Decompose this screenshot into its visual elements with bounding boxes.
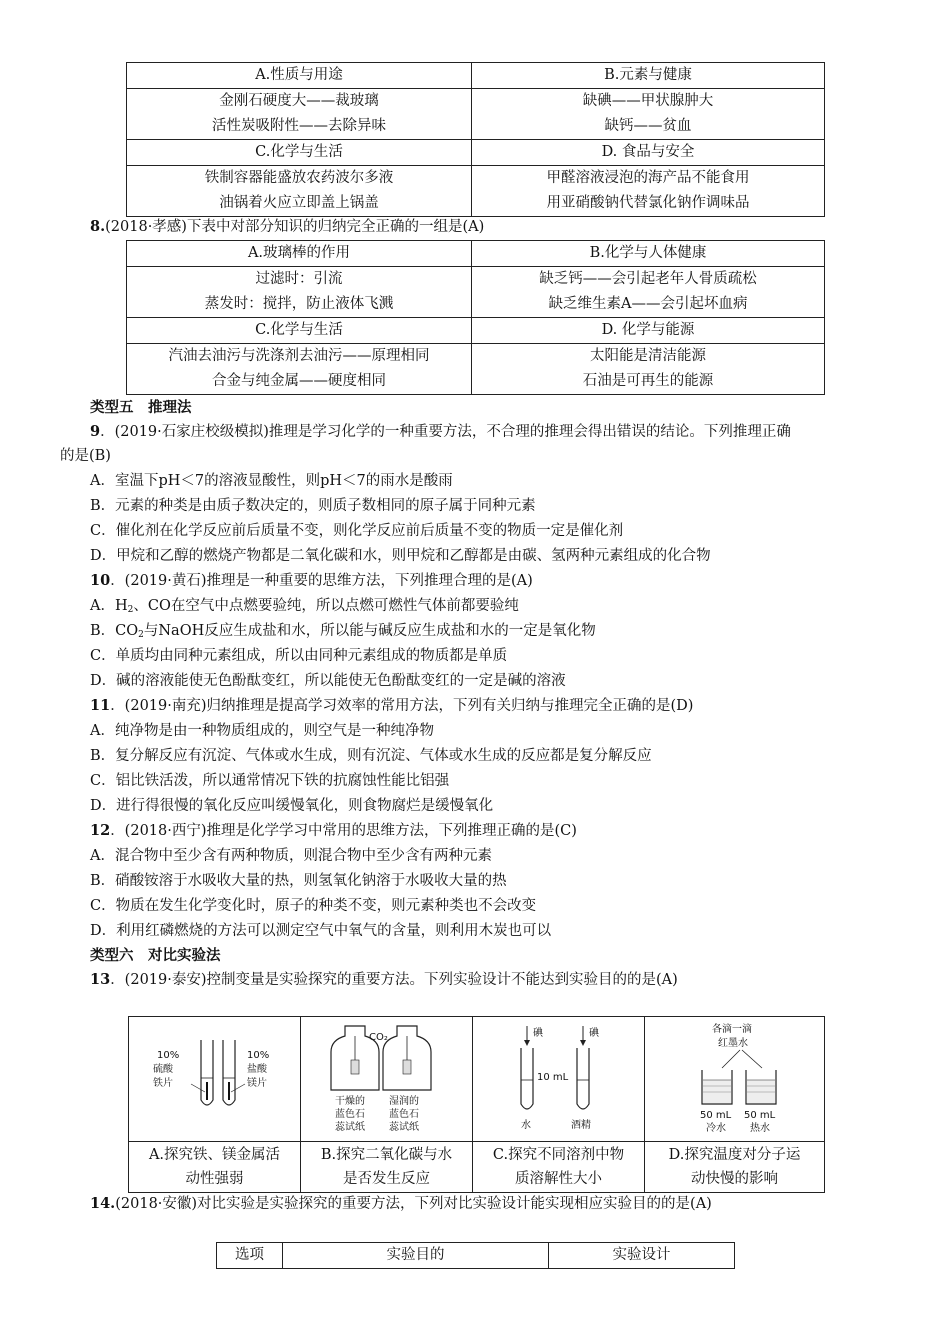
option-d: D．碱的溶液能使无色酚酞变红，所以能使无色酚酞变红的一定是碱的溶液 [90,673,566,689]
label: 10% [246,1050,269,1061]
caption-line: 动性强弱 [185,1171,244,1187]
label: 10% [156,1050,179,1061]
table-cell [472,344,825,395]
label: 镁片 [246,1078,267,1089]
cell-line: 缺碘——甲状腺肿大 [582,93,714,109]
cell-line: 蒸发时：搅拌，防止液体飞溅 [204,296,394,312]
cell-line: 缺乏钙——会引起老年人骨质疏松 [539,271,757,287]
question-text: (2018·安徽)对比实验是实验探究的重要方法，下列对比实验设计能实现相应实验目的的是(A) [115,1196,712,1212]
table-cell: B.元素与健康 [472,63,825,89]
figure-d-cell [645,1017,825,1142]
question-11 [90,694,693,718]
caption-line: 是否发生反应 [343,1171,430,1187]
question-8 [90,215,484,239]
caption-b [301,1142,473,1193]
table-cell [472,89,825,140]
label: 红墨水 [717,1038,748,1049]
question-number: 12 [90,822,111,839]
question-text: ．(2019·石家庄校级模拟)推理是学习化学的一种重要方法，不合理的推理会得出错误的结论。下列推理正确 [100,424,791,440]
test-tube-alcohol [577,1048,589,1109]
option-d: D．甲烷和乙醇的燃烧产物都是二氧化碳和水，则甲烷和乙醇都是由碳、氢两种元素组成的化合物 [90,548,711,564]
subscript: 2 [138,630,144,640]
cell-line: 合金与纯金属——硬度相同 [212,373,386,389]
figure-a-cell [129,1017,301,1142]
table-header-cell: 实验目的 [283,1243,549,1269]
gas-bottles-figure [307,1020,467,1138]
option-b: B．复分解反应有沉淀、气体或水生成，则有沉淀、气体或水生成的反应都是复分解反应 [90,748,652,764]
q8-knowledge-table [126,240,825,395]
option-text: B．CO [90,623,139,639]
label: 蕊试纸 [334,1122,365,1133]
label: 铁片 [152,1078,173,1089]
option-c: C．物质在发生化学变化时，原子的种类不变，则元素种类也不会改变 [90,898,537,914]
caption-line: D.探究温度对分子运 [668,1147,801,1163]
option-d: D．利用红磷燃烧的方法可以测定空气中氧气的含量，则利用木炭也可以 [90,923,552,939]
table-cell: D. 食品与安全 [472,140,825,166]
subscript: 2 [127,605,134,615]
litmus-paper-wet [403,1060,411,1074]
experiment-table [128,1016,825,1193]
label: CO₂ [368,1032,388,1043]
option-c: C．催化剂在化学反应前后质量不变，则化学反应前后质量不变的物质一定是催化剂 [90,523,624,539]
label: 硫酸 [152,1064,173,1075]
label: 热水 [749,1123,770,1134]
cell-line: 太阳能是清洁能源 [590,348,706,364]
label: 湿润的 [388,1096,419,1107]
pointer-line [231,1084,245,1092]
label: 水 [520,1120,531,1131]
cell-line: 甲醛溶液浸泡的海产品不能食用 [546,170,750,186]
label: 10 mL [536,1072,568,1083]
cell-line: 汽油去油污与洗涤剂去油污——原理相同 [168,348,430,364]
cell-line: 过滤时：引流 [255,271,343,287]
label: 50 mL [699,1110,731,1121]
question-text: ．(2019·南充)归纳推理是提高学习效率的常用方法，下列有关归纳与推理完全正确的是(D) [110,698,694,714]
question-13 [90,968,678,992]
option-b: B．硝酸铵溶于水吸收大量的热，则氢氧化钠溶于水吸收大量的热 [90,873,507,889]
option-b: B．元素的种类是由质子数决定的，则质子数相同的原子属于同种元素 [90,498,536,514]
question-text: ．(2019·黄石)推理是一种重要的思维方法，下列推理合理的是(A) [110,573,533,589]
caption-line: 质溶解性大小 [515,1171,602,1187]
option-text: A．H [90,598,128,614]
table-cell [127,267,472,318]
cell-line: 石油是可再生的能源 [582,373,714,389]
label: 碘 [588,1028,599,1039]
water-hot [747,1080,775,1103]
question-number: 11 [90,697,111,714]
option-a: A．纯净物是由一种物质组成的，则空气是一种纯净物 [90,723,434,739]
option-c: C．单质均由同种元素组成，所以由同种元素组成的物质都是单质 [90,648,508,664]
question-12 [90,819,577,843]
cell-line: 用亚硝酸钠代替氯化钠作调味品 [546,195,750,211]
table-cell: C.化学与生活 [127,318,472,344]
section-heading: 类型六 对比实验法 [90,947,221,964]
question-text: (2018·孝感)下表中对部分知识的归纳完全正确的一组是(A) [105,219,485,235]
question-text-cont: 的是(B) [60,448,111,464]
question-10 [90,569,533,593]
option-b [90,619,596,647]
label: 蓝色石 [334,1109,365,1120]
table-cell [472,267,825,318]
figure-b-cell [301,1017,473,1142]
test-tube-water [521,1048,533,1109]
cell-line: 金刚石硬度大——裁玻璃 [219,93,379,109]
question-text: ．(2018·西宁)推理是化学学习中常用的思维方法，下列推理正确的是(C) [110,823,577,839]
pointer-line [191,1084,205,1092]
caption-line: C.探究不同溶剂中物 [492,1147,625,1163]
table-cell: A.玻璃棒的作用 [127,241,472,267]
cell-line: 缺乏维生素A——会引起坏血病 [548,296,748,312]
q14-table-header [216,1242,735,1269]
option-d: D．进行得很慢的氧化反应叫缓慢氧化，则食物腐烂是缓慢氧化 [90,798,494,814]
table-cell [472,166,825,217]
caption-a [129,1142,301,1193]
beakers-temperature-figure [650,1020,820,1138]
table-cell: C.化学与生活 [127,140,472,166]
question-number: 13 [90,971,111,988]
q7-knowledge-table [126,62,825,217]
option-c: C．铝比铁活泼，所以通常情况下铁的抗腐蚀性能比铝强 [90,773,450,789]
label: 冷水 [705,1123,726,1134]
label: 各滴一滴 [711,1024,752,1035]
caption-line: A.探究铁、镁金属活 [148,1147,281,1163]
question-number: 14. [90,1195,116,1212]
label: 盐酸 [246,1064,267,1075]
caption-d [645,1142,825,1193]
cell-line: 缺钙——贫血 [604,118,692,134]
table-cell: B.化学与人体健康 [472,241,825,267]
cell-line: 铁制容器能盛放农药波尔多液 [204,170,394,186]
caption-line: B.探究二氧化碳与水 [320,1147,453,1163]
water-cold [703,1080,731,1103]
option-a: A．混合物中至少含有两种物质，则混合物中至少含有两种元素 [90,848,492,864]
arrow-head [580,1040,586,1046]
label: 蓝色石 [388,1109,419,1120]
litmus-paper-dry [351,1060,359,1074]
option-a: A．室温下pH＜7的溶液显酸性，则pH＜7的雨水是酸雨 [90,473,453,489]
caption-c [473,1142,645,1193]
table-cell [127,344,472,395]
pointer-line [722,1050,740,1068]
question-14 [90,1192,712,1216]
label: 50 mL [743,1110,775,1121]
table-cell [127,166,472,217]
label: 酒精 [570,1120,591,1131]
question-number: 9 [90,423,101,440]
question-number: 8. [90,218,106,235]
cell-line: 油锅着火应立即盖上锅盖 [219,195,379,211]
question-text: ．(2019·泰安)控制变量是实验探究的重要方法。下列实验设计不能达到实验目的的是(A) [110,972,678,988]
label: 碘 [532,1028,543,1039]
question-9 [90,420,791,444]
table-cell: A.性质与用途 [127,63,472,89]
label: 蕊试纸 [388,1122,419,1133]
pointer-line [742,1050,762,1068]
iodine-solvent-figure [479,1020,639,1138]
caption-line: 动快慢的影响 [691,1171,778,1187]
cell-line: 活性炭吸附性——去除异味 [212,118,386,134]
section-heading: 类型五 推理法 [90,399,192,416]
option-text: 、CO在空气中点燃要验纯，所以点燃可燃性气体前都要验纯 [133,598,519,614]
table-header-cell: 选项 [217,1243,283,1269]
option-text: 与NaOH反应生成盐和水，所以能与碱反应生成盐和水的一定是氧化物 [143,623,596,639]
option-a [90,594,519,622]
table-cell: D. 化学与能源 [472,318,825,344]
table-header-cell: 实验设计 [549,1243,735,1269]
label: 干燥的 [334,1096,365,1107]
question-number: 10 [90,572,111,589]
table-cell [127,89,472,140]
figure-c-cell [473,1017,645,1142]
test-tubes-metal-acid-figure [135,1020,295,1138]
arrow-head [524,1040,530,1046]
